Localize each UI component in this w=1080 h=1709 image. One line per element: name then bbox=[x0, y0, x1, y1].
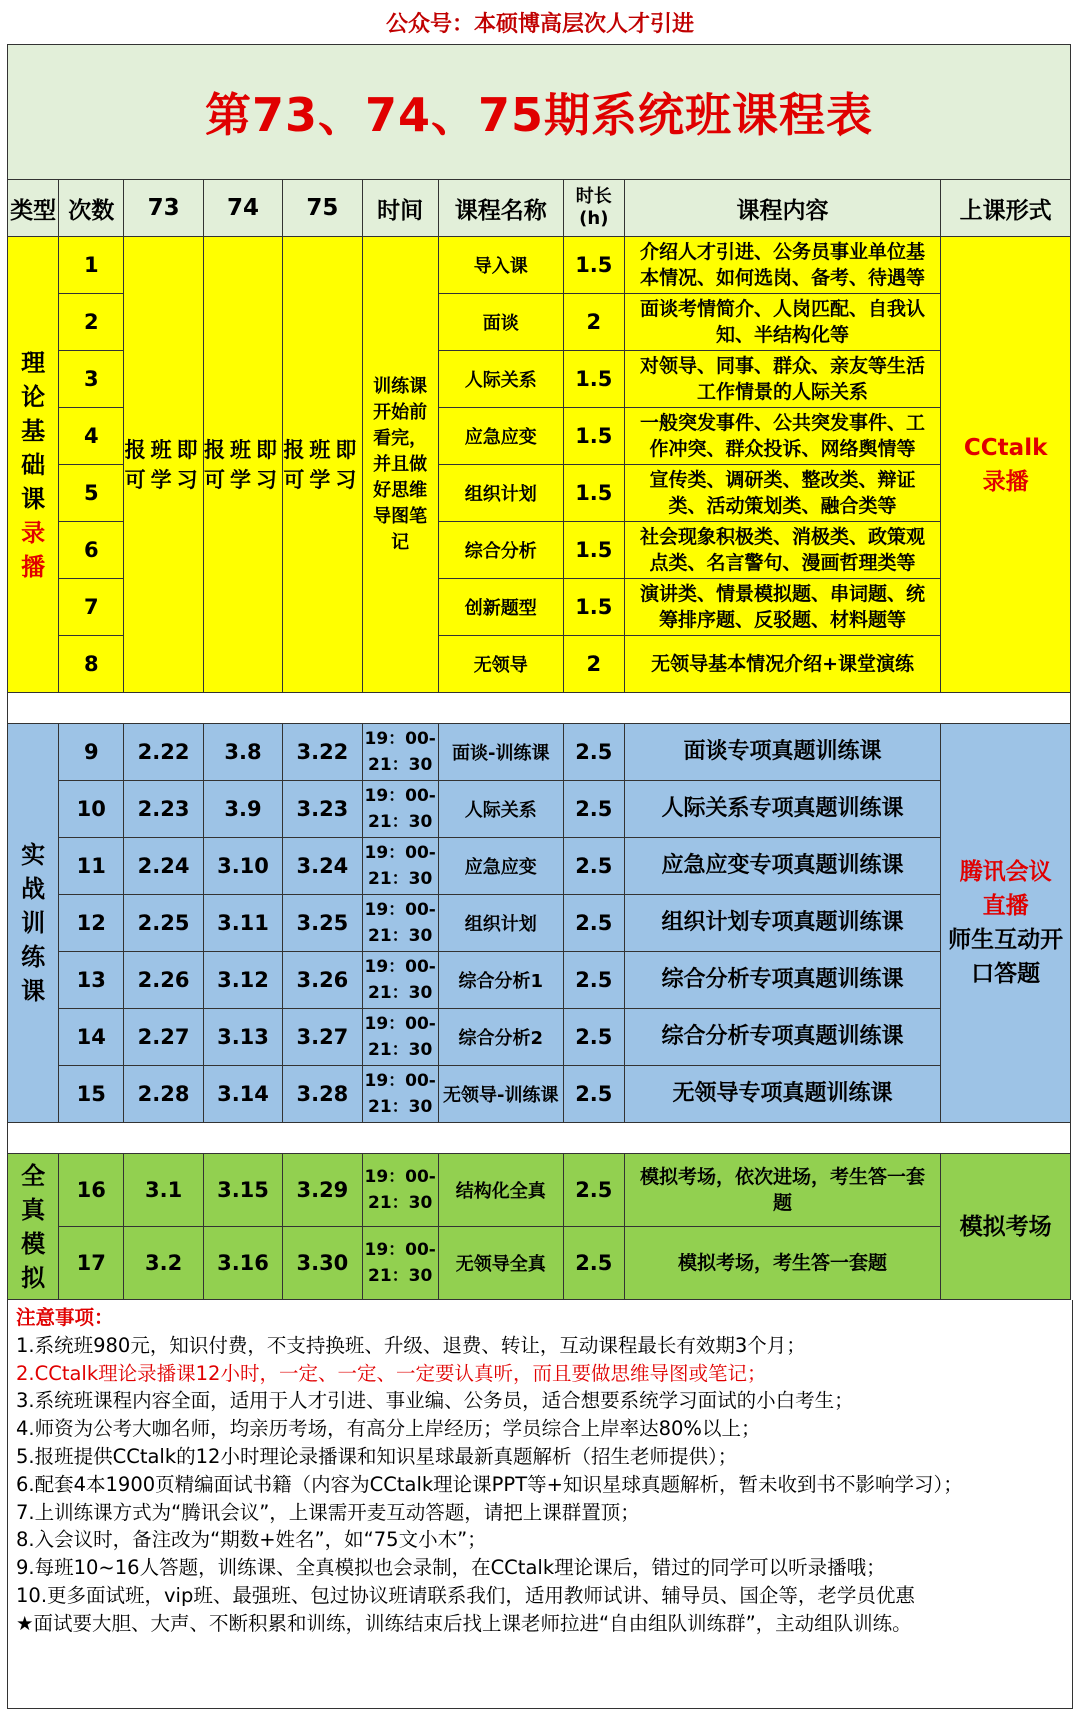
course-content: 综合分析专项真题训练课 bbox=[624, 952, 941, 1009]
col-type-header: 类型 bbox=[8, 180, 59, 237]
date-73: 2.23 bbox=[124, 781, 203, 838]
session-time bbox=[362, 838, 438, 895]
session-number: 10 bbox=[59, 781, 124, 838]
course-duration: 2.5 bbox=[563, 1154, 624, 1227]
col-time-header: 时间 bbox=[362, 180, 438, 237]
time-end: 21：30 bbox=[368, 926, 433, 946]
note-item: 7.上训练课方式为“腾讯会议”，上课需开麦互动答题，请把上课群置顶； bbox=[16, 1500, 640, 1524]
type-practice bbox=[8, 724, 59, 1123]
session-number: 6 bbox=[59, 522, 124, 579]
course-content: 宣传类、调研类、整改类、辩证类、活动策划类、融合类等 bbox=[624, 465, 941, 522]
course-duration: 2 bbox=[563, 294, 624, 351]
session-time bbox=[362, 1009, 438, 1066]
course-content: 演讲类、情景模拟题、串词题、统筹排序题、反驳题、材料题等 bbox=[624, 579, 941, 636]
time-end: 21：30 bbox=[368, 1097, 433, 1117]
time-end: 21：30 bbox=[368, 1040, 433, 1060]
table-row bbox=[8, 724, 1071, 781]
table-row bbox=[8, 838, 1071, 895]
course-name: 无领导 bbox=[438, 636, 563, 693]
table-row bbox=[8, 952, 1071, 1009]
table-row bbox=[8, 781, 1071, 838]
date-73: 2.22 bbox=[124, 724, 203, 781]
course-name: 组织计划 bbox=[438, 465, 563, 522]
course-duration: 2.5 bbox=[563, 952, 624, 1009]
type-mock-label: 全真模拟 bbox=[21, 1161, 46, 1292]
header-row bbox=[8, 180, 1071, 237]
note-item: 4.师资为公考大咖名师，均亲历考场，有高分上岸经历；学员综合上岸率达80%以上； bbox=[16, 1417, 761, 1441]
course-duration: 2.5 bbox=[563, 781, 624, 838]
course-duration: 2.5 bbox=[563, 1227, 624, 1300]
course-content: 面谈专项真题训练课 bbox=[624, 724, 941, 781]
enroll-note-75: 报班即可学习 bbox=[283, 237, 362, 693]
date-75: 3.30 bbox=[283, 1227, 362, 1300]
course-content: 模拟考场，依次进场，考生答一套题 bbox=[624, 1154, 941, 1227]
course-duration: 2.5 bbox=[563, 1009, 624, 1066]
time-start: 19：00- bbox=[364, 900, 436, 920]
date-73: 2.25 bbox=[124, 895, 203, 952]
date-74: 3.8 bbox=[203, 724, 282, 781]
session-number: 14 bbox=[59, 1009, 124, 1066]
page-title: 第73、74、75期系统班课程表 bbox=[8, 45, 1071, 180]
notes-title: 注意事项： bbox=[16, 1306, 114, 1329]
notes-panel bbox=[7, 1300, 1073, 1709]
session-time bbox=[362, 781, 438, 838]
course-name: 组织计划 bbox=[438, 895, 563, 952]
course-name: 导入课 bbox=[438, 237, 563, 294]
date-75: 3.29 bbox=[283, 1154, 362, 1227]
type-theory bbox=[8, 237, 59, 693]
format-recorded: 录播 bbox=[982, 468, 1029, 495]
time-end: 21：30 bbox=[368, 983, 433, 1003]
time-start: 19：00- bbox=[364, 957, 436, 977]
date-75: 3.25 bbox=[283, 895, 362, 952]
format-tencent: 腾讯会议 bbox=[959, 859, 1052, 885]
table-row bbox=[8, 1066, 1071, 1123]
separator-row bbox=[8, 693, 1071, 724]
session-time bbox=[362, 1154, 438, 1227]
course-duration: 1.5 bbox=[563, 579, 624, 636]
col-duration-header: 时长 (h) bbox=[563, 180, 624, 237]
col-73-header: 73 bbox=[124, 180, 203, 237]
session-number: 17 bbox=[59, 1227, 124, 1300]
course-content: 组织计划专项真题训练课 bbox=[624, 895, 941, 952]
course-duration: 1.5 bbox=[563, 351, 624, 408]
course-content: 社会现象积极类、消极类、政策观点类、名言警句、漫画哲理类等 bbox=[624, 522, 941, 579]
note-item: 10.更多面试班，vip班、最强班、包过协议班请联系我们，适用教师试讲、辅导员、国企等，老学员优惠 bbox=[16, 1583, 915, 1607]
note-item: 6.配套4本1900页精编面试书籍（内容为CCtalk理论课PPT等+知识星球真题解析，暂未收到书不影响学习）； bbox=[16, 1472, 963, 1496]
note-item: 8.入会议时，备注改为“期数+姓名”，如“75文小木”； bbox=[16, 1528, 487, 1552]
time-end: 21：30 bbox=[368, 1266, 433, 1286]
session-number: 16 bbox=[59, 1154, 124, 1227]
note-item: 2.CCtalk理论录播课12小时，一定、一定、一定要认真听，而且要做思维导图或笔记； bbox=[16, 1361, 767, 1385]
course-duration: 1.5 bbox=[563, 408, 624, 465]
note-item: 9.每班10~16人答题，训练课、全真模拟也会录制，在CCtalk理论课后，错过的同学可以听录播哦； bbox=[16, 1556, 886, 1580]
course-name: 人际关系 bbox=[438, 351, 563, 408]
practice-format bbox=[941, 724, 1071, 1123]
course-duration: 2.5 bbox=[563, 895, 624, 952]
course-duration: 1.5 bbox=[563, 237, 624, 294]
note-item: 3.系统班课程内容全面，适用于人才引进、事业编、公务员，适合想要系统学习面试的小白考生； bbox=[16, 1389, 854, 1413]
course-name: 综合分析1 bbox=[438, 952, 563, 1009]
course-duration: 2.5 bbox=[563, 724, 624, 781]
col-74-header: 74 bbox=[203, 180, 282, 237]
date-75: 3.26 bbox=[283, 952, 362, 1009]
course-duration: 2.5 bbox=[563, 1066, 624, 1123]
course-name: 综合分析2 bbox=[438, 1009, 563, 1066]
table-row bbox=[8, 1154, 1071, 1227]
session-number: 5 bbox=[59, 465, 124, 522]
note-item: 1.系统班980元，知识付费，不支持换班、升级、退费、转让，互动课程最长有效期3个月； bbox=[16, 1333, 806, 1357]
col-format-header: 上课形式 bbox=[941, 180, 1071, 237]
session-time bbox=[362, 952, 438, 1009]
session-number: 7 bbox=[59, 579, 124, 636]
course-name: 无领导-训练课 bbox=[438, 1066, 563, 1123]
time-end: 21：30 bbox=[368, 1193, 433, 1213]
time-start: 19：00- bbox=[364, 1071, 436, 1091]
course-name: 应急应变 bbox=[438, 408, 563, 465]
course-name: 创新题型 bbox=[438, 579, 563, 636]
course-name: 人际关系 bbox=[438, 781, 563, 838]
course-content: 综合分析专项真题训练课 bbox=[624, 1009, 941, 1066]
session-time bbox=[362, 724, 438, 781]
time-end: 21：30 bbox=[368, 812, 433, 832]
date-74: 3.15 bbox=[203, 1154, 282, 1227]
table-row bbox=[8, 1227, 1071, 1300]
date-74: 3.14 bbox=[203, 1066, 282, 1123]
date-74: 3.12 bbox=[203, 952, 282, 1009]
course-duration: 2 bbox=[563, 636, 624, 693]
enroll-note-73: 报班即可学习 bbox=[124, 237, 203, 693]
note-item: ★面试要大胆、大声、不断积累和训练，训练结束后找上课老师拉进“自由组队训练群”，主动组队训练。 bbox=[16, 1611, 912, 1635]
course-content: 无领导专项真题训练课 bbox=[624, 1066, 941, 1123]
session-time bbox=[362, 1227, 438, 1300]
session-number: 11 bbox=[59, 838, 124, 895]
session-time bbox=[362, 895, 438, 952]
time-end: 21：30 bbox=[368, 755, 433, 775]
course-name: 应急应变 bbox=[438, 838, 563, 895]
date-75: 3.28 bbox=[283, 1066, 362, 1123]
time-start: 19：00- bbox=[364, 1240, 436, 1260]
session-number: 12 bbox=[59, 895, 124, 952]
format-cctalk: CCtalk bbox=[963, 434, 1048, 461]
mock-format: 模拟考场 bbox=[941, 1154, 1071, 1300]
date-74: 3.13 bbox=[203, 1009, 282, 1066]
session-number: 8 bbox=[59, 636, 124, 693]
time-start: 19：00- bbox=[364, 1014, 436, 1034]
date-74: 3.9 bbox=[203, 781, 282, 838]
table-row bbox=[8, 237, 1071, 294]
session-number: 15 bbox=[59, 1066, 124, 1123]
theory-time-note: 训练课开始前看完，并且做好思维导图笔记 bbox=[362, 237, 438, 693]
separator-row bbox=[8, 1123, 1071, 1154]
course-name: 面谈-训练课 bbox=[438, 724, 563, 781]
theory-format bbox=[941, 237, 1071, 693]
schedule-table bbox=[7, 44, 1071, 1300]
course-content: 应急应变专项真题训练课 bbox=[624, 838, 941, 895]
date-75: 3.24 bbox=[283, 838, 362, 895]
session-number: 2 bbox=[59, 294, 124, 351]
table-row bbox=[8, 895, 1071, 952]
type-theory-label: 理论基础课 bbox=[21, 348, 46, 513]
course-content: 一般突发事件、公共突发事件、工作冲突、群众投诉、网络舆情等 bbox=[624, 408, 941, 465]
note-item: 5.报班提供CCtalk的12小时理论录播课和知识星球最新真题解析（招生老师提供）； bbox=[16, 1444, 738, 1468]
col-content-header: 课程内容 bbox=[624, 180, 941, 237]
col-course-name-header: 课程名称 bbox=[438, 180, 563, 237]
col-75-header: 75 bbox=[283, 180, 362, 237]
date-73: 3.1 bbox=[124, 1154, 203, 1227]
date-74: 3.16 bbox=[203, 1227, 282, 1300]
date-73: 2.26 bbox=[124, 952, 203, 1009]
type-theory-recorded: 录播 bbox=[21, 518, 46, 581]
course-duration: 1.5 bbox=[563, 465, 624, 522]
session-number: 4 bbox=[59, 408, 124, 465]
date-73: 3.2 bbox=[124, 1227, 203, 1300]
course-content: 无领导基本情况介绍+课堂演练 bbox=[624, 636, 941, 693]
type-practice-label: 实战训练课 bbox=[21, 841, 46, 1005]
course-name: 综合分析 bbox=[438, 522, 563, 579]
time-start: 19：00- bbox=[364, 843, 436, 863]
date-73: 2.27 bbox=[124, 1009, 203, 1066]
course-name: 结构化全真 bbox=[438, 1154, 563, 1227]
source-line: 公众号：本硕博高层次人才引进 bbox=[385, 11, 694, 37]
date-75: 3.23 bbox=[283, 781, 362, 838]
course-content: 面谈考情简介、人岗匹配、自我认知、半结构化等 bbox=[624, 294, 941, 351]
course-content: 介绍人才引进、公务员事业单位基本情况、如何选岗、备考、待遇等 bbox=[624, 237, 941, 294]
course-duration: 1.5 bbox=[563, 522, 624, 579]
date-75: 3.27 bbox=[283, 1009, 362, 1066]
session-time bbox=[362, 1066, 438, 1123]
course-content: 对领导、同事、群众、亲友等生活工作情景的人际关系 bbox=[624, 351, 941, 408]
date-75: 3.22 bbox=[283, 724, 362, 781]
col-count-header: 次数 bbox=[59, 180, 124, 237]
type-mock bbox=[8, 1154, 59, 1300]
date-74: 3.11 bbox=[203, 895, 282, 952]
table-row bbox=[8, 1009, 1071, 1066]
date-73: 2.28 bbox=[124, 1066, 203, 1123]
course-duration: 2.5 bbox=[563, 838, 624, 895]
session-number: 13 bbox=[59, 952, 124, 1009]
course-name: 无领导全真 bbox=[438, 1227, 563, 1300]
course-content: 模拟考场，考生答一套题 bbox=[624, 1227, 941, 1300]
time-end: 21：30 bbox=[368, 869, 433, 889]
session-number: 9 bbox=[59, 724, 124, 781]
time-start: 19：00- bbox=[364, 729, 436, 749]
date-74: 3.10 bbox=[203, 838, 282, 895]
format-live: 直播 bbox=[982, 893, 1029, 919]
enroll-note-74: 报班即可学习 bbox=[203, 237, 282, 693]
session-number: 1 bbox=[59, 237, 124, 294]
time-start: 19：00- bbox=[364, 1167, 436, 1187]
time-start: 19：00- bbox=[364, 786, 436, 806]
session-number: 3 bbox=[59, 351, 124, 408]
course-content: 人际关系专项真题训练课 bbox=[624, 781, 941, 838]
course-name: 面谈 bbox=[438, 294, 563, 351]
date-73: 2.24 bbox=[124, 838, 203, 895]
format-interactive: 师生互动开口答题 bbox=[948, 927, 1064, 987]
